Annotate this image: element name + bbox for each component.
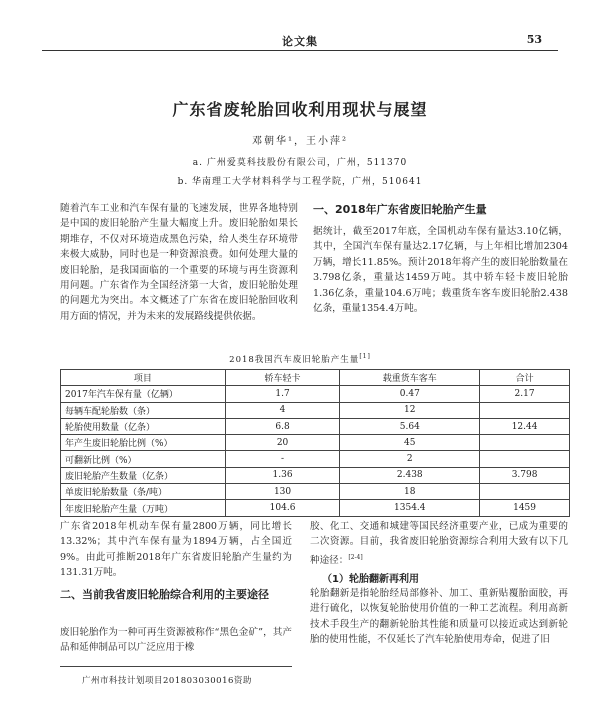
paragraph-after-table: 广东省2018年机动车保有量2800万辆，同比增长13.32%；其中汽车保有量为1894万辆，占全国近9%。由此可推断2018年广东省废旧轮胎产生量约为131.31万吨。 [60,521,292,579]
section-2-heading: 二、当前我省废旧轮胎综合利用的主要途径 [60,588,269,601]
table-cell: 1.7 [225,386,340,402]
table-row [61,435,570,451]
table-row [61,451,570,467]
section-2-text: 废旧轮胎作为一种可再生资源被称作“黑色金矿”，其产品和延伸制品可以广泛应用于橡 [60,627,292,654]
table-cell: 每辆车配轮胎数（条） [61,402,226,418]
table-cell: 6.8 [225,418,340,434]
table-cell [480,484,570,500]
table-cell: 1459 [480,500,570,516]
section-1-heading: 一、2018年广东省废旧轮胎产生量 [313,203,487,216]
table-row [61,418,570,434]
funding-footnote: 广州市科技计划项目201803030016资助 [82,676,252,686]
table-cell: 2.17 [480,386,570,402]
table-cell: 12 [340,402,480,418]
affiliation-a: a. 广州爱莫科技股份有限公司，广州，511370 [192,158,408,168]
right-column-body: 胶、化工、交通和城建等国民经济重要产业，已成为重要的二次资源。目前，我省废旧轮胎资源综合利用大致有以下几种途径： [310,521,568,566]
table-cell [480,402,570,418]
table-cell: 可翻新比例（%） [61,451,226,467]
table-cell: 3.798 [480,467,570,483]
table-row [61,402,570,418]
table-cell: 1.36 [225,467,340,483]
abstract: 随着汽车工业和汽车保有量的飞速发展，世界各地特别是中国的废旧轮胎产生量大幅度上升。废旧轮胎如果长期堆存，不仅对环境造成黑色污染，给人类生存环境带来极大威胁，同时也是一种资源浪费。如何处理大量的废旧轮胎，是我国面临的一个重要的环境与再生资源利用问题。广东省作为全国经济第一大省，废旧轮胎处理的问题尤为突出。本文概述了广东省在废旧轮胎回收利用方面的情况，并为未来的发展路线提供依据。 [60,203,298,322]
section-1-text: 据统计，截至2017年底，全国机动车保有量达3.10亿辆，其中，全国汽车保有量达2.17亿辆，与上年相比增加2304万辆，增长11.85%。预计2018年将产生的废旧轮胎数量在3.798亿条，重量达1459万吨。其中轿车轻卡废旧轮胎1.36亿条，重量104.6万吨；载重货车客车废旧轮胎2.438亿条，重量1354.4万吨。 [313,226,568,315]
table-cell: 年产生废旧轮胎比例（%） [61,435,226,451]
table-row [61,467,570,483]
table-caption [0,353,600,365]
paper-title: 广东省废轮胎回收利用现状与展望 [172,100,428,119]
footnote-rule [60,666,292,667]
table-cell: 2.438 [340,467,480,483]
table-row [61,386,570,402]
header-rule [42,50,558,51]
subsection-1-heading: （1）轮胎翻新再利用 [322,574,419,585]
table-caption-text: 2018我国汽车废旧轮胎产生量 [229,355,360,365]
authors: 邓朝华¹，王小萍² [251,136,349,147]
running-header-title: 论文集 [282,35,318,48]
table-cell: 废旧轮胎产生数量（亿条） [61,467,226,483]
table-cell: 4 [225,402,340,418]
table-cell: 1354.4 [340,500,480,516]
page-number: 53 [526,33,542,46]
table-cell [480,435,570,451]
table-cell: 单废旧轮胎数量（条/吨） [61,484,226,500]
table-cell: 20 [225,435,340,451]
table-header-cell: 载重货车客车 [340,370,480,386]
table-cell: 45 [340,435,480,451]
table-row [61,484,570,500]
table-header-cell: 项目 [61,370,226,386]
right-column-text [310,519,568,568]
affiliation-b: b. 华南理工大学材料科学与工程学院，广州，510641 [177,177,423,187]
table-cell: 18 [340,484,480,500]
table-cell: 2017年汽车保有量（亿辆） [61,386,226,402]
table-cell: 12.44 [480,418,570,434]
table-cell: 130 [225,484,340,500]
right-column-citation: [2-4] [348,553,363,561]
table-caption-citation: [1] [359,353,371,361]
table-header-cell: 轿车轻卡 [225,370,340,386]
waste-tire-table [60,369,570,517]
table-cell: 轮胎使用数量（亿条） [61,418,226,434]
table-cell: - [225,451,340,467]
table-cell: 104.6 [225,500,340,516]
subsection-1-text: 轮胎翻新是指轮胎经局部修补、加工、重新贴覆胎面胶，再进行硫化，以恢复轮胎使用价值的一种工艺流程。利用高新技术手段生产的翻新轮胎其性能和质量可以接近或达到新轮胎的使用性能，不仅延长了汽车轮胎使用寿命，促进了旧 [310,588,568,646]
table-row [61,500,570,516]
table-cell: 5.64 [340,418,480,434]
table-cell: 0.47 [340,386,480,402]
table-header-row [61,370,570,386]
table-header-cell: 合计 [480,370,570,386]
table-cell: 年废旧轮胎产生量（万吨） [61,500,226,516]
table-cell [480,451,570,467]
table-cell: 2 [340,451,480,467]
